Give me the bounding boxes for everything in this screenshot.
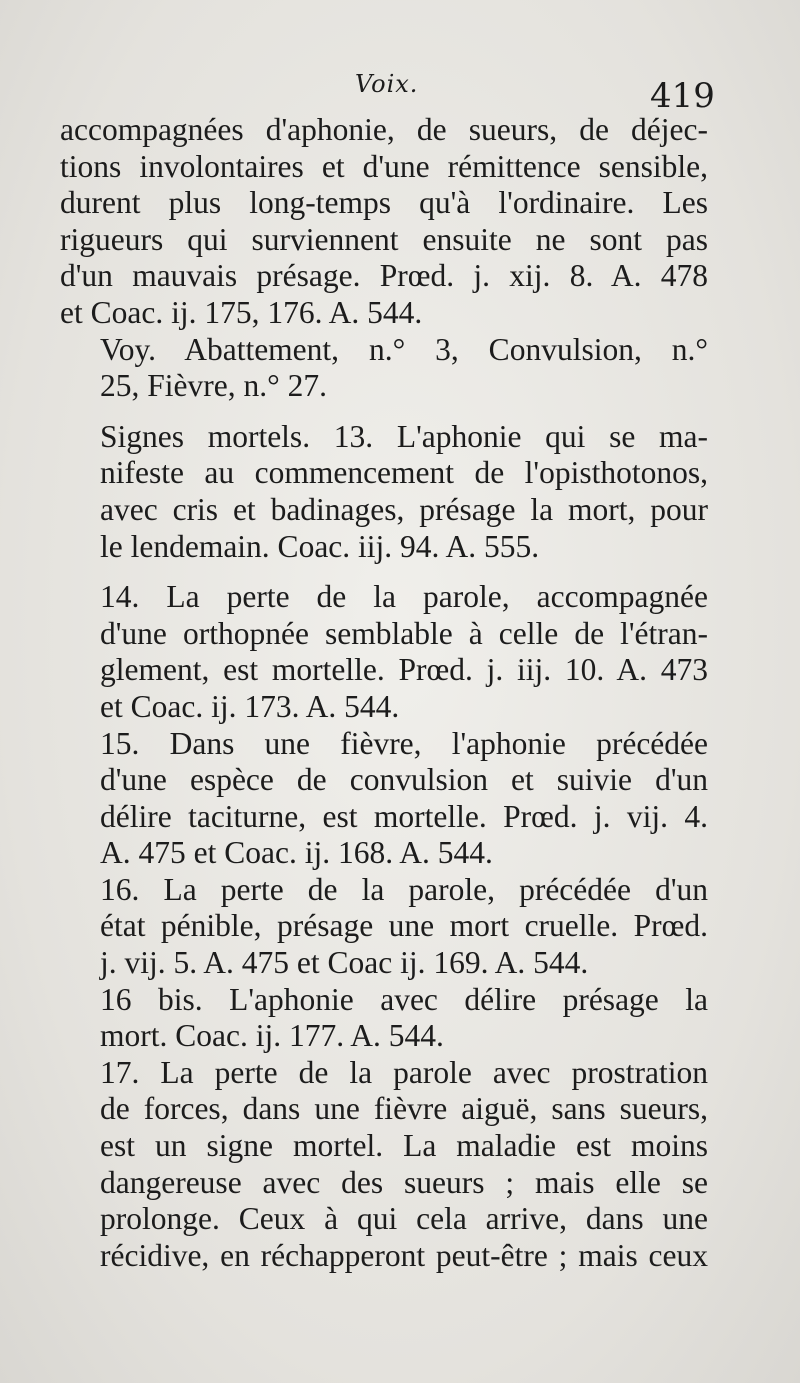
text-line: d'une espèce de convulsion et suivie d'un (100, 762, 708, 798)
text-line: est un signe mortel. La maladie est moins (100, 1128, 708, 1164)
paragraph (60, 872, 708, 982)
text-line: 17. La perte de la parole avec prostration (100, 1054, 708, 1090)
text-line: 14. La perte de la parole, accompagnée (100, 579, 708, 615)
text-line: Voy. Abattement, n.° 3, Convulsion, n.° (100, 331, 708, 367)
text-line: récidive, en réchapperont peut-être ; mais ceux (100, 1237, 708, 1273)
paragraph (60, 332, 708, 405)
text-line: état pénible, présage une mort cruelle. Prœd. (100, 908, 708, 944)
text-line: rigueurs qui surviennent ensuite ne sont pas (60, 221, 708, 257)
text-line: le lendemain. Coac. iij. 94. A. 555. (100, 528, 540, 564)
text-line: accompagnées d'aphonie, de sueurs, de déjec- (60, 112, 708, 147)
paragraph (60, 579, 708, 725)
text-line: d'un mauvais présage. Prœd. j. xij. 8. A. 478 (60, 258, 708, 294)
text-line: avec cris et badinages, présage la mort, pour (100, 491, 708, 527)
text-line: Signes mortels. 13. L'aphonie qui se ma- (100, 418, 708, 454)
paragraph (60, 982, 708, 1055)
text-line: délire taciturne, est mortelle. Prœd. j. vij. 4. (100, 798, 708, 834)
text-line: 16. La perte de la parole, précédée d'un (100, 871, 708, 907)
paragraph (60, 1055, 708, 1275)
text-line: et Coac. ij. 175, 176. A. 544. (60, 294, 423, 330)
text-line: glement, est mortelle. Prœd. j. iij. 10. A. 473 (100, 652, 708, 688)
text-line: de forces, dans une fièvre aiguë, sans sueurs, (100, 1091, 708, 1127)
text-line: tions involontaires et d'une rémittence sensible, (60, 148, 708, 184)
text-line: durent plus long-temps qu'à l'ordinaire. Les (60, 185, 708, 221)
paragraph (60, 112, 708, 332)
running-title: Voix. (355, 70, 419, 98)
paragraph (60, 419, 708, 565)
text-line: d'une orthopnée semblable à celle de l'étran- (100, 615, 708, 651)
text-line: prolonge. Ceux à qui cela arrive, dans une (100, 1201, 708, 1237)
text-line: A. 475 et Coac. ij. 168. A. 544. (100, 835, 493, 871)
text-line: 25, Fièvre, n.° 27. (100, 368, 327, 404)
text-line: 16 bis. L'aphonie avec délire présage la (100, 981, 708, 1017)
text-line: j. vij. 5. A. 475 et Coac ij. 169. A. 544. (100, 945, 589, 981)
body-text (60, 112, 708, 1274)
text-line: mort. Coac. ij. 177. A. 544. (100, 1018, 444, 1054)
text-line: nifeste au commencement de l'opisthotonos, (100, 455, 708, 491)
page-number: 419 (650, 76, 715, 116)
text-line: dangereuse avec des sueurs ; mais elle se (100, 1164, 708, 1200)
text-line: et Coac. ij. 173. A. 544. (100, 688, 400, 724)
paragraph (60, 726, 708, 872)
text-line: 15. Dans une fièvre, l'aphonie précédée (100, 725, 708, 761)
